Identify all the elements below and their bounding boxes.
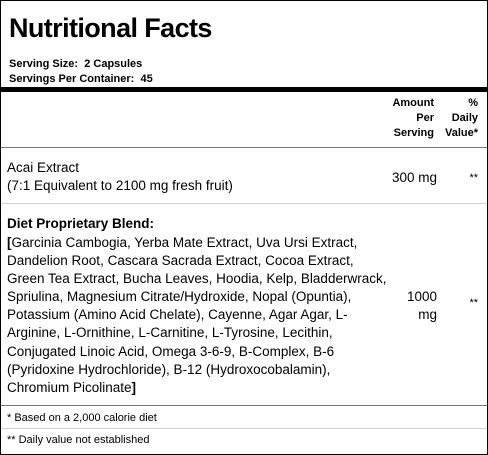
column-header-divider	[1, 147, 487, 148]
blend-amount-value: 1000	[406, 289, 437, 304]
nutrient-daily-value: **	[469, 172, 478, 184]
dv-header-line-1: %	[468, 97, 478, 109]
row-divider	[1, 203, 487, 204]
blend-close-bracket: ]	[131, 379, 137, 395]
footnote-divider	[1, 405, 487, 406]
nutrient-name: Acai Extract	[7, 160, 80, 175]
amount-header-line-1: Amount	[392, 97, 434, 109]
servings-per-container-label: Servings Per Container:	[9, 73, 135, 85]
blend-amount-unit: mg	[418, 307, 437, 322]
footnote-calorie: * Based on a 2,000 calorie diet	[7, 412, 157, 424]
serving-size-value: 2 Capsules	[84, 58, 143, 70]
blend-ingredients	[7, 234, 391, 397]
header-divider	[1, 87, 487, 92]
blend-daily-value: **	[469, 297, 478, 309]
blend-ingredient-list: Garcinia Cambogia, Yerba Mate Extract, Uva Ursi Extract, Dandelion Root, Cascara Sacrada Extract, Cocoa Extract, Green Tea Extract, Bucha Leaves, Hoodia, Kelp, Bladderwrack, Spriulina, Magnesium Citrate/Hydroxide, Nopal (Opuntia), Potassium (Amino Acid Chelate), Cayenne, Agar Agar, L-Arginine, L-Ornithine, L-Carnitine, L-Tyrosine, Lecithin, Conjugated Linoic Acid, Omega 3-6-9, B-Complex, B-6 (Pyridoxine Hydrochloride), B-12 (Hydroxocobalamin), Chromium Picolinate	[7, 235, 387, 395]
nutrient-amount: 300 mg	[391, 170, 437, 185]
amount-per-serving-header	[373, 96, 434, 141]
blend-open-bracket: [	[7, 235, 12, 250]
servings-per-container-value: 45	[140, 73, 153, 85]
serving-size-row	[9, 58, 142, 70]
panel-title: Nutritional Facts	[9, 13, 212, 43]
daily-value-header	[437, 96, 478, 141]
blend-amount	[373, 288, 437, 324]
blend-title: Diet Proprietary Blend:	[7, 216, 155, 231]
dv-header-line-3: Value*	[444, 127, 478, 139]
nutrient-subtext: (7:1 Equivalent to 2100 mg fresh fruit)	[7, 178, 233, 193]
dv-header-line-2: Daily	[451, 112, 478, 124]
footnote-daily-value: ** Daily value not established	[7, 434, 150, 446]
amount-header-line-3: Serving	[393, 127, 434, 139]
footnote-row-divider	[1, 428, 487, 429]
servings-per-container-row	[9, 73, 153, 85]
serving-size-label: Serving Size:	[9, 58, 79, 70]
amount-header-line-2: Per	[416, 112, 434, 124]
